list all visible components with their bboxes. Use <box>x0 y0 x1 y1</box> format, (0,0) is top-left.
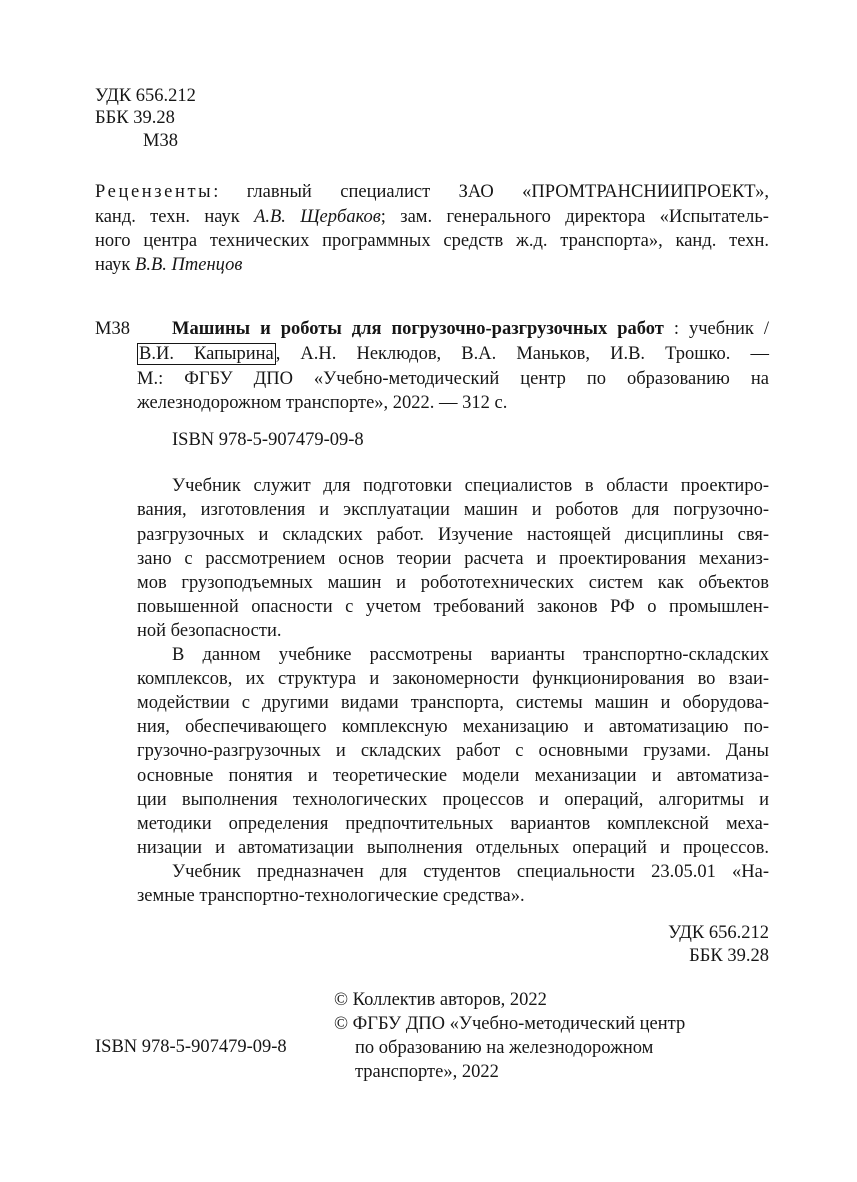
copyright-publisher-line-2: по образованию на железнодорожном <box>355 1038 654 1058</box>
abstract-p1-line: вания, изготовления и эксплуатации машин и роботов для погрузочно- <box>137 500 769 520</box>
abstract-p2-line: методики определения предпочтительных вариантов комплексной меха- <box>137 814 769 834</box>
abstract-p2-line: модействии с другими видами транспорта, системы машин и оборудова- <box>137 693 769 713</box>
bib-line-3: М.: ФГБУ ДПО «Учебно-методический центр по образованию на <box>137 369 769 389</box>
reviewer-name-2: В.В. Птенцов <box>135 255 243 275</box>
isbn-bottom: ISBN 978-5-907479-09-8 <box>95 1037 287 1057</box>
abstract-p2-line: основные понятия и теоретические модели механизации и автоматиза- <box>137 766 769 786</box>
abstract-p1-line: мов грузоподъемных машин и робототехнических систем как объектов <box>137 573 769 593</box>
abstract-p2-line: В данном учебнике рассмотрены варианты транспортно-складских <box>172 645 769 665</box>
bib-isbn: ISBN 978-5-907479-09-8 <box>172 430 364 450</box>
bib-line-2: В.И. Капырина , А.Н. Неклюдов, В.А. Маньков, И.В. Трошко. — <box>139 344 769 364</box>
abstract-p2-line: комплексов, их структура и закономерности функционирования во взаи- <box>137 669 769 689</box>
udk-code: УДК 656.212 <box>95 86 196 106</box>
reviewers-line-2: канд. техн. наук А.В. Щербаков; зам. генерального директора «Испытатель- <box>95 207 769 227</box>
bib-line-4: железнодорожном транспорте», 2022. — 312 с. <box>137 393 508 413</box>
footer-bbk-code: ББК 39.28 <box>689 946 769 966</box>
author-mark: М38 <box>143 131 178 151</box>
abstract-p1-line: ной безопасности. <box>137 621 282 641</box>
copyright-publisher-line-3: транспорте», 2022 <box>355 1062 499 1082</box>
abstract-p1-line: зано с рассмотрением основ теории расчета и проектирования механиз- <box>137 549 769 569</box>
footer-udk-code: УДК 656.212 <box>668 923 769 943</box>
abstract-p2-line: ния, обеспечивающего комплексную механизацию и автоматизацию по- <box>137 717 769 737</box>
reviewers-line-1: Рецензенты: главный специалист ЗАО «ПРОМТРАНСНИИПРОЕКТ», <box>95 182 769 202</box>
abstract-p2-line: грузочно-разгрузочных и складских работ с основными грузами. Даны <box>137 741 769 761</box>
book-title: Машины и роботы для погрузочно-разгрузочных работ <box>172 319 664 339</box>
boxed-author: В.И. Капырина <box>139 344 274 364</box>
reviewer-name-1: А.В. Щербаков <box>254 207 381 227</box>
abstract-p1-line: Учебник служит для подготовки специалистов в области проектиро- <box>172 476 769 496</box>
reviewers-line-3: ного центра технических программных средств ж.д. транспорта», канд. техн. <box>95 231 769 251</box>
reviewers-label: Рецензенты <box>95 182 214 202</box>
bib-mark: М38 <box>95 319 130 339</box>
abstract-p2-line: ции выполнения технологических процессов и операций, алгоритмы и <box>137 790 769 810</box>
abstract-p3-line: земные транспортно-технологические средства». <box>137 886 525 906</box>
copyright-authors: © Коллектив авторов, 2022 <box>334 990 547 1010</box>
abstract-p2-line: низации и автоматизации выполнения отдельных операций и процессов. <box>137 838 769 858</box>
abstract-p3-line: Учебник предназначен для студентов специальности 23.05.01 «На- <box>172 862 769 882</box>
reviewers-line-4: наук В.В. Птенцов <box>95 255 243 275</box>
copyright-publisher-line-1: © ФГБУ ДПО «Учебно-методический центр <box>334 1014 686 1034</box>
abstract-p1-line: повышенной опасности с учетом требований законов РФ о промышлен- <box>137 597 769 617</box>
abstract-p1-line: разгрузочных и складских работ. Изучение настоящей дисциплины свя- <box>137 525 769 545</box>
bib-line-1: Машины и роботы для погрузочно-разгрузочных работ : учебник / <box>172 319 770 339</box>
bbk-code: ББК 39.28 <box>95 108 175 128</box>
